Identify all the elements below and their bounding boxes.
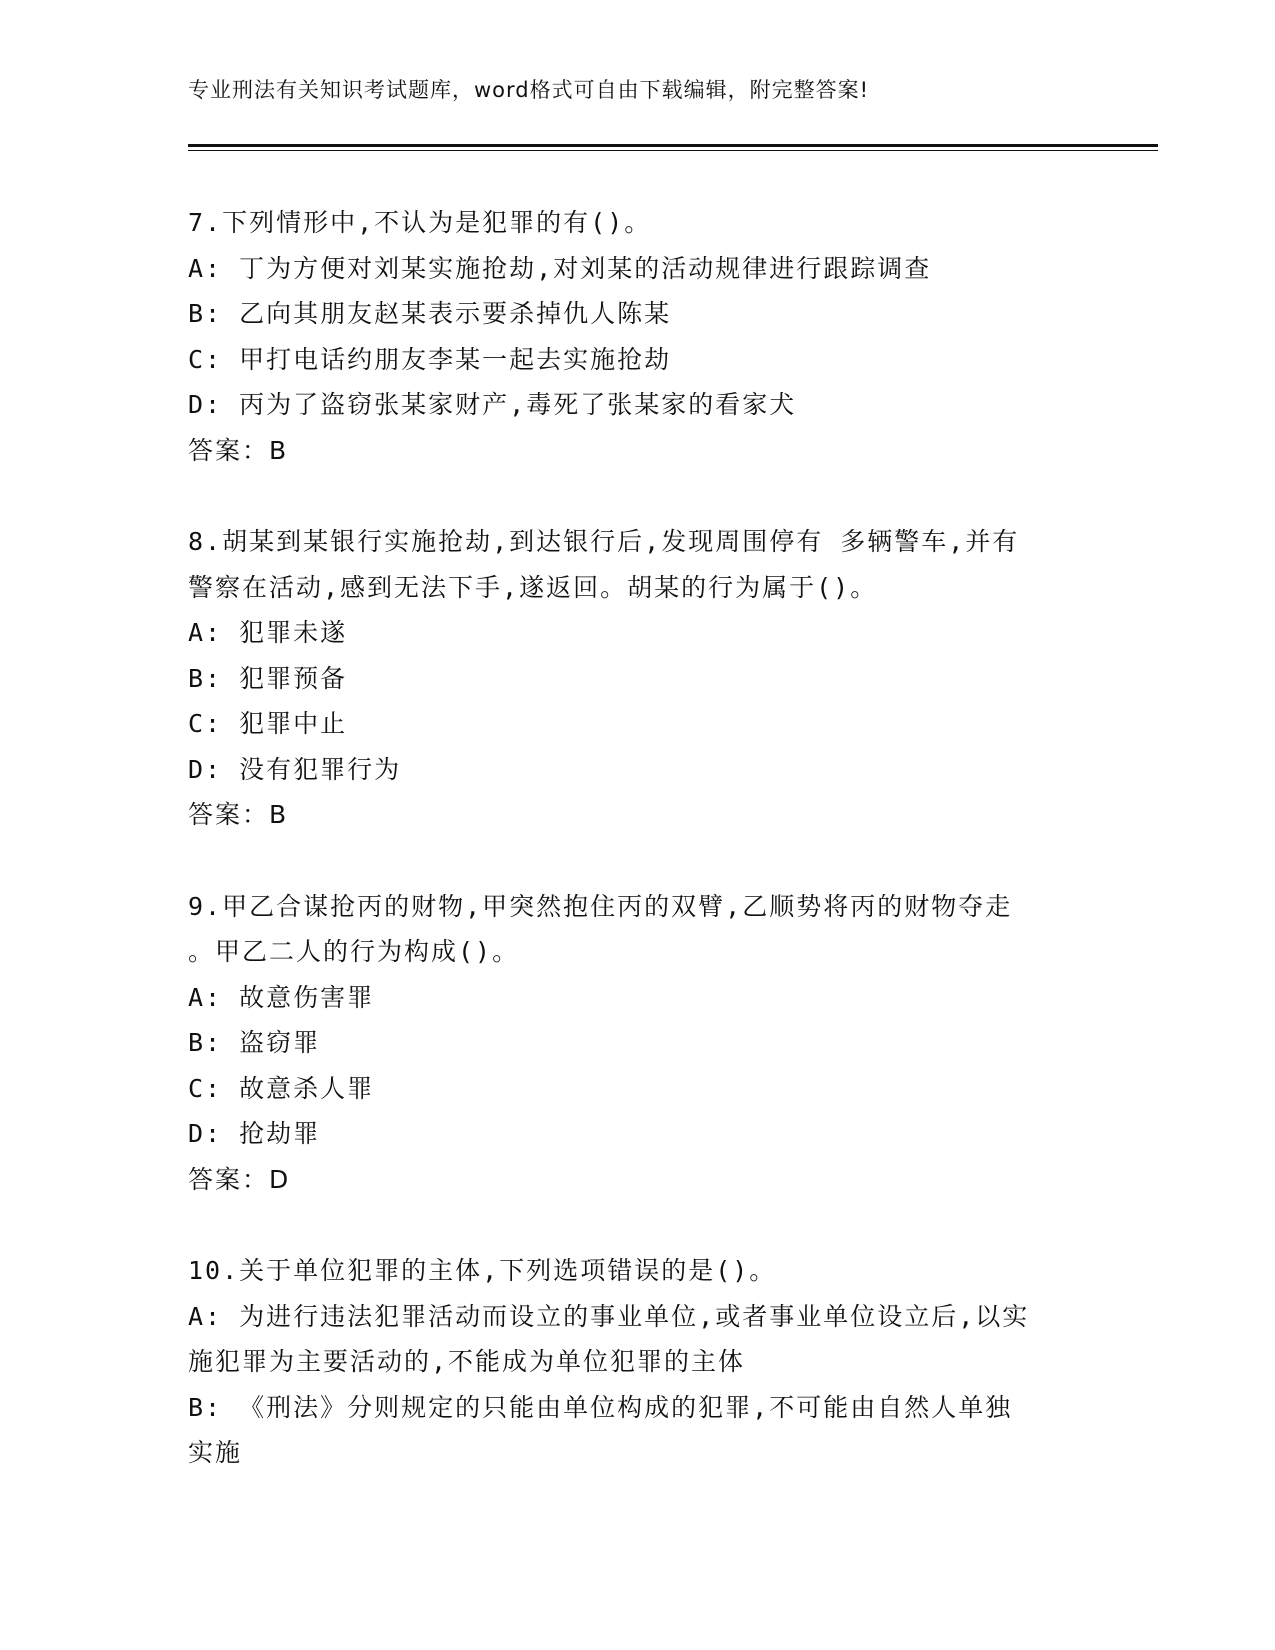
option-b: B: 乙向其朋友赵某表示要杀掉仇人陈某 [188,299,672,328]
question-9 [188,884,1088,1203]
option-d: D: 没有犯罪行为 [188,754,402,784]
option-d: D: 丙为了盗窃张某家财产,毒死了张某家的看家犬 [188,390,797,419]
option-b: B: 盗窃罪 [188,1028,321,1057]
question-list [188,200,1088,1522]
question-stem: 8.胡某到某银行实施抢劫,到达银行后,发现周围停有 多辆警车,并有 [188,527,1020,556]
option-a: A: 故意伤害罪 [188,982,375,1012]
option-a: A: 为进行违法犯罪活动而设立的事业单位,或者事业单位设立后,以实 [188,1301,1030,1331]
question-8 [188,519,1088,838]
answer: 答案：B [188,435,289,465]
option-c: C: 犯罪中止 [188,709,348,738]
option-a-continued: 施犯罪为主要活动的,不能成为单位犯罪的主体 [188,1347,746,1376]
option-a: A: 丁为方便对刘某实施抢劫,对刘某的活动规律进行跟踪调查 [188,253,932,283]
option-b: B: 犯罪预备 [188,663,348,693]
option-b: B: 《刑法》分则规定的只能由单位构成的犯罪,不可能由自然人单独 [188,1392,1013,1422]
question-stem-continued: 警察在活动,感到无法下手,遂返回。胡某的行为属于()。 [188,572,878,602]
question-stem: 10.关于单位犯罪的主体,下列选项错误的是()。 [188,1256,777,1285]
page-header: 专业刑法有关知识考试题库，word格式可自由下载编辑，附完整答案! [188,78,870,102]
option-c: C: 甲打电话约朋友李某一起去实施抢劫 [188,344,672,374]
option-d: D: 抢劫罪 [188,1119,321,1148]
question-stem: 7.下列情形中,不认为是犯罪的有()。 [188,208,652,237]
option-a: A: 犯罪未遂 [188,618,348,647]
question-stem: 9.甲乙合谋抢丙的财物,甲突然抱住丙的双臂,乙顺势将丙的财物夺走 [188,891,1013,921]
answer: 答案：D [188,1164,291,1194]
header-divider-thin [188,150,1158,151]
question-10 [188,1248,1088,1476]
option-c: C: 故意杀人罪 [188,1073,375,1103]
header-divider [188,144,1158,147]
question-7 [188,200,1088,473]
question-stem-continued: 。甲乙二人的行为构成()。 [188,937,520,966]
answer: 答案：B [188,800,289,829]
option-b-continued: 实施 [188,1438,243,1467]
